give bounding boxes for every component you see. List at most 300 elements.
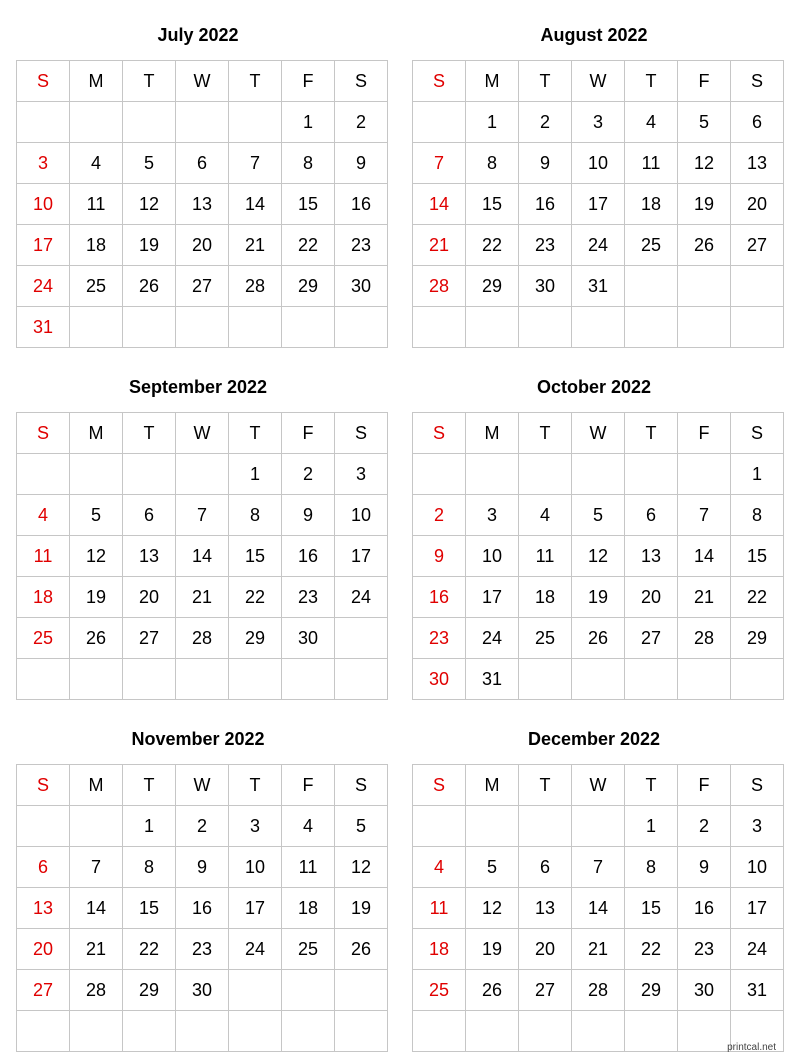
weekday-header-row (413, 61, 784, 102)
day-cell: 19 (466, 929, 519, 970)
weekday-header: T (123, 765, 176, 806)
day-cell (625, 454, 678, 495)
weekday-header: T (123, 413, 176, 454)
day-cell: 5 (123, 143, 176, 184)
month-grid (412, 764, 784, 1052)
week-row (17, 970, 388, 1011)
weekday-header: W (572, 765, 625, 806)
day-cell (176, 659, 229, 700)
day-cell: 12 (335, 847, 388, 888)
day-cell: 23 (282, 577, 335, 618)
weekday-header: T (625, 413, 678, 454)
day-cell: 11 (413, 888, 466, 929)
day-cell (678, 307, 731, 348)
day-cell: 21 (70, 929, 123, 970)
day-cell: 26 (678, 225, 731, 266)
day-cell (229, 307, 282, 348)
week-row (413, 659, 784, 700)
day-cell (123, 1011, 176, 1052)
calendar-month (16, 729, 380, 1000)
day-cell: 17 (731, 888, 784, 929)
day-cell: 15 (466, 184, 519, 225)
day-cell: 8 (625, 847, 678, 888)
day-cell: 14 (176, 536, 229, 577)
day-cell: 4 (519, 495, 572, 536)
day-cell: 17 (572, 184, 625, 225)
day-cell (625, 307, 678, 348)
day-cell: 23 (176, 929, 229, 970)
week-row (413, 577, 784, 618)
week-row (413, 847, 784, 888)
day-cell (229, 659, 282, 700)
week-row (413, 536, 784, 577)
day-cell: 4 (17, 495, 70, 536)
day-cell: 10 (229, 847, 282, 888)
day-cell (335, 970, 388, 1011)
day-cell: 31 (17, 307, 70, 348)
day-cell (176, 102, 229, 143)
week-row (17, 454, 388, 495)
day-cell: 21 (229, 225, 282, 266)
weekday-header-row (17, 61, 388, 102)
day-cell: 3 (17, 143, 70, 184)
day-cell: 11 (17, 536, 70, 577)
day-cell: 9 (678, 847, 731, 888)
day-cell (678, 659, 731, 700)
day-cell: 10 (17, 184, 70, 225)
day-cell: 29 (229, 618, 282, 659)
week-row (413, 266, 784, 307)
day-cell: 20 (625, 577, 678, 618)
day-cell (413, 1011, 466, 1052)
day-cell: 7 (229, 143, 282, 184)
day-cell: 3 (229, 806, 282, 847)
weekday-header: S (17, 765, 70, 806)
day-cell: 15 (282, 184, 335, 225)
day-cell: 23 (678, 929, 731, 970)
day-cell: 29 (466, 266, 519, 307)
day-cell: 15 (731, 536, 784, 577)
day-cell: 13 (17, 888, 70, 929)
day-cell (282, 307, 335, 348)
weekday-header: T (519, 61, 572, 102)
day-cell (229, 1011, 282, 1052)
day-cell: 5 (466, 847, 519, 888)
day-cell: 28 (176, 618, 229, 659)
week-row (17, 266, 388, 307)
weekday-header: T (625, 61, 678, 102)
month-title: October 2022 (536, 377, 652, 397)
week-row (17, 659, 388, 700)
day-cell: 1 (282, 102, 335, 143)
day-cell (572, 659, 625, 700)
day-cell (466, 806, 519, 847)
weekday-header-row (413, 413, 784, 454)
day-cell: 8 (282, 143, 335, 184)
day-cell: 6 (625, 495, 678, 536)
day-cell (519, 806, 572, 847)
day-cell: 20 (176, 225, 229, 266)
day-cell: 26 (572, 618, 625, 659)
day-cell: 25 (70, 266, 123, 307)
day-cell: 16 (413, 577, 466, 618)
day-cell: 24 (335, 577, 388, 618)
day-cell: 11 (519, 536, 572, 577)
day-cell: 24 (229, 929, 282, 970)
day-cell: 30 (335, 266, 388, 307)
weekday-header: M (466, 413, 519, 454)
site-footer: printcal.net (727, 1042, 776, 1053)
day-cell: 20 (731, 184, 784, 225)
day-cell: 27 (176, 266, 229, 307)
day-cell: 2 (176, 806, 229, 847)
day-cell (678, 1011, 731, 1052)
day-cell: 20 (123, 577, 176, 618)
day-cell: 6 (123, 495, 176, 536)
day-cell (282, 970, 335, 1011)
day-cell: 16 (519, 184, 572, 225)
day-cell: 10 (731, 847, 784, 888)
day-cell: 19 (70, 577, 123, 618)
day-cell (17, 806, 70, 847)
day-cell: 2 (413, 495, 466, 536)
day-cell (17, 1011, 70, 1052)
week-row (17, 495, 388, 536)
month-title: August 2022 (540, 25, 648, 45)
day-cell (572, 454, 625, 495)
day-cell: 13 (625, 536, 678, 577)
day-cell: 12 (678, 143, 731, 184)
day-cell: 30 (519, 266, 572, 307)
day-cell: 28 (229, 266, 282, 307)
month-grid (16, 764, 388, 1052)
day-cell: 1 (466, 102, 519, 143)
week-row (413, 806, 784, 847)
weekday-header: M (70, 765, 123, 806)
day-cell: 17 (229, 888, 282, 929)
day-cell: 31 (731, 970, 784, 1011)
day-cell: 9 (176, 847, 229, 888)
day-cell: 4 (625, 102, 678, 143)
day-cell: 7 (70, 847, 123, 888)
day-cell: 25 (413, 970, 466, 1011)
day-cell: 2 (519, 102, 572, 143)
day-cell: 30 (678, 970, 731, 1011)
month-title: September 2022 (128, 377, 268, 397)
calendar-month (412, 377, 776, 689)
day-cell: 2 (678, 806, 731, 847)
week-row (17, 847, 388, 888)
day-cell: 20 (519, 929, 572, 970)
day-cell: 4 (70, 143, 123, 184)
day-cell: 8 (123, 847, 176, 888)
day-cell: 27 (625, 618, 678, 659)
day-cell: 16 (282, 536, 335, 577)
day-cell: 16 (678, 888, 731, 929)
day-cell: 3 (466, 495, 519, 536)
day-cell: 13 (731, 143, 784, 184)
day-cell: 30 (282, 618, 335, 659)
weekday-header: M (70, 61, 123, 102)
weekday-header: M (466, 765, 519, 806)
day-cell: 11 (70, 184, 123, 225)
weekday-header: W (572, 413, 625, 454)
month-grid (412, 412, 784, 700)
month-grid (16, 412, 388, 700)
day-cell: 1 (731, 454, 784, 495)
weekday-header: M (466, 61, 519, 102)
day-cell: 12 (466, 888, 519, 929)
day-cell: 31 (466, 659, 519, 700)
weekday-header: F (282, 413, 335, 454)
day-cell (17, 454, 70, 495)
week-row (17, 184, 388, 225)
day-cell: 16 (335, 184, 388, 225)
week-row (413, 143, 784, 184)
day-cell: 21 (176, 577, 229, 618)
day-cell: 14 (413, 184, 466, 225)
week-row (17, 536, 388, 577)
weekday-header: S (413, 61, 466, 102)
weekday-header: T (229, 413, 282, 454)
calendar-month (412, 25, 776, 296)
weekday-header-row (413, 765, 784, 806)
day-cell: 8 (229, 495, 282, 536)
day-cell: 18 (70, 225, 123, 266)
day-cell (176, 454, 229, 495)
week-row (413, 307, 784, 348)
day-cell (625, 659, 678, 700)
day-cell: 19 (678, 184, 731, 225)
day-cell: 23 (519, 225, 572, 266)
day-cell: 5 (70, 495, 123, 536)
day-cell: 29 (282, 266, 335, 307)
month-title: December 2022 (527, 729, 661, 749)
day-cell: 19 (572, 577, 625, 618)
weekday-header: S (731, 61, 784, 102)
weekday-header: W (176, 61, 229, 102)
day-cell: 16 (176, 888, 229, 929)
day-cell: 28 (678, 618, 731, 659)
day-cell: 24 (466, 618, 519, 659)
day-cell (17, 659, 70, 700)
day-cell: 31 (572, 266, 625, 307)
day-cell: 11 (282, 847, 335, 888)
week-row (413, 929, 784, 970)
day-cell: 21 (572, 929, 625, 970)
day-cell: 27 (731, 225, 784, 266)
day-cell (335, 618, 388, 659)
day-cell: 9 (282, 495, 335, 536)
day-cell: 3 (731, 806, 784, 847)
weekday-header: S (335, 765, 388, 806)
week-row (17, 577, 388, 618)
week-row (17, 1011, 388, 1052)
weekday-header: F (678, 61, 731, 102)
day-cell: 30 (413, 659, 466, 700)
day-cell: 9 (519, 143, 572, 184)
month-grid (412, 60, 784, 348)
day-cell: 18 (519, 577, 572, 618)
calendar-month (16, 377, 380, 648)
week-row (17, 806, 388, 847)
day-cell: 24 (17, 266, 70, 307)
day-cell (625, 266, 678, 307)
weekday-header: S (413, 765, 466, 806)
day-cell (176, 307, 229, 348)
day-cell: 22 (229, 577, 282, 618)
weekday-header: F (282, 765, 335, 806)
day-cell (282, 1011, 335, 1052)
day-cell (335, 307, 388, 348)
weekday-header: F (678, 413, 731, 454)
day-cell: 22 (625, 929, 678, 970)
day-cell (70, 806, 123, 847)
day-cell (335, 1011, 388, 1052)
day-cell: 14 (229, 184, 282, 225)
day-cell: 6 (176, 143, 229, 184)
day-cell (678, 266, 731, 307)
day-cell: 22 (731, 577, 784, 618)
week-row (17, 143, 388, 184)
weekday-header: T (519, 413, 572, 454)
day-cell: 21 (413, 225, 466, 266)
day-cell: 3 (572, 102, 625, 143)
day-cell: 26 (70, 618, 123, 659)
day-cell: 29 (123, 970, 176, 1011)
day-cell: 17 (466, 577, 519, 618)
week-row (413, 102, 784, 143)
day-cell: 5 (572, 495, 625, 536)
day-cell (70, 307, 123, 348)
day-cell: 15 (625, 888, 678, 929)
day-cell (176, 1011, 229, 1052)
month-title: November 2022 (131, 729, 265, 749)
day-cell: 25 (625, 225, 678, 266)
day-cell: 18 (625, 184, 678, 225)
day-cell: 4 (282, 806, 335, 847)
day-cell: 17 (335, 536, 388, 577)
day-cell: 28 (572, 970, 625, 1011)
day-cell: 25 (282, 929, 335, 970)
week-row (17, 307, 388, 348)
weekday-header: W (176, 413, 229, 454)
day-cell: 14 (70, 888, 123, 929)
weekday-header: S (731, 765, 784, 806)
day-cell: 12 (572, 536, 625, 577)
month-grid (16, 60, 388, 348)
week-row (413, 225, 784, 266)
day-cell: 26 (335, 929, 388, 970)
day-cell: 7 (176, 495, 229, 536)
weekday-header: T (123, 61, 176, 102)
week-row (413, 495, 784, 536)
day-cell: 15 (229, 536, 282, 577)
week-row (413, 888, 784, 929)
day-cell (413, 454, 466, 495)
day-cell: 5 (335, 806, 388, 847)
day-cell (123, 307, 176, 348)
day-cell (625, 1011, 678, 1052)
day-cell (519, 307, 572, 348)
day-cell (466, 307, 519, 348)
week-row (17, 225, 388, 266)
day-cell: 13 (519, 888, 572, 929)
day-cell: 1 (123, 806, 176, 847)
day-cell: 8 (466, 143, 519, 184)
day-cell: 7 (413, 143, 466, 184)
day-cell: 28 (70, 970, 123, 1011)
day-cell (70, 102, 123, 143)
day-cell (17, 102, 70, 143)
day-cell: 4 (413, 847, 466, 888)
day-cell: 5 (678, 102, 731, 143)
weekday-header: S (17, 61, 70, 102)
day-cell: 6 (519, 847, 572, 888)
day-cell: 27 (123, 618, 176, 659)
calendar-month (16, 25, 380, 337)
week-row (413, 970, 784, 1011)
day-cell: 19 (335, 888, 388, 929)
day-cell: 26 (466, 970, 519, 1011)
weekday-header: T (229, 765, 282, 806)
day-cell: 8 (731, 495, 784, 536)
day-cell (123, 659, 176, 700)
day-cell: 23 (335, 225, 388, 266)
day-cell (519, 1011, 572, 1052)
day-cell: 22 (282, 225, 335, 266)
weekday-header: S (335, 61, 388, 102)
day-cell: 7 (572, 847, 625, 888)
day-cell: 21 (678, 577, 731, 618)
weekday-header: S (17, 413, 70, 454)
day-cell: 19 (123, 225, 176, 266)
week-row (413, 618, 784, 659)
day-cell: 15 (123, 888, 176, 929)
day-cell: 13 (176, 184, 229, 225)
week-row (17, 888, 388, 929)
weekday-header: S (335, 413, 388, 454)
day-cell (519, 659, 572, 700)
day-cell (70, 1011, 123, 1052)
day-cell (572, 1011, 625, 1052)
day-cell: 27 (17, 970, 70, 1011)
day-cell: 29 (625, 970, 678, 1011)
day-cell (731, 307, 784, 348)
day-cell: 28 (413, 266, 466, 307)
day-cell: 6 (731, 102, 784, 143)
weekday-header: S (731, 413, 784, 454)
day-cell: 12 (123, 184, 176, 225)
day-cell (123, 102, 176, 143)
calendar-month (412, 729, 776, 1000)
day-cell (229, 102, 282, 143)
day-cell: 18 (282, 888, 335, 929)
day-cell: 10 (466, 536, 519, 577)
day-cell: 29 (731, 618, 784, 659)
week-row (17, 618, 388, 659)
day-cell (413, 102, 466, 143)
day-cell: 30 (176, 970, 229, 1011)
day-cell (413, 307, 466, 348)
day-cell (572, 806, 625, 847)
day-cell (413, 806, 466, 847)
day-cell: 24 (731, 929, 784, 970)
day-cell: 26 (123, 266, 176, 307)
day-cell: 10 (335, 495, 388, 536)
day-cell: 18 (413, 929, 466, 970)
day-cell: 9 (413, 536, 466, 577)
